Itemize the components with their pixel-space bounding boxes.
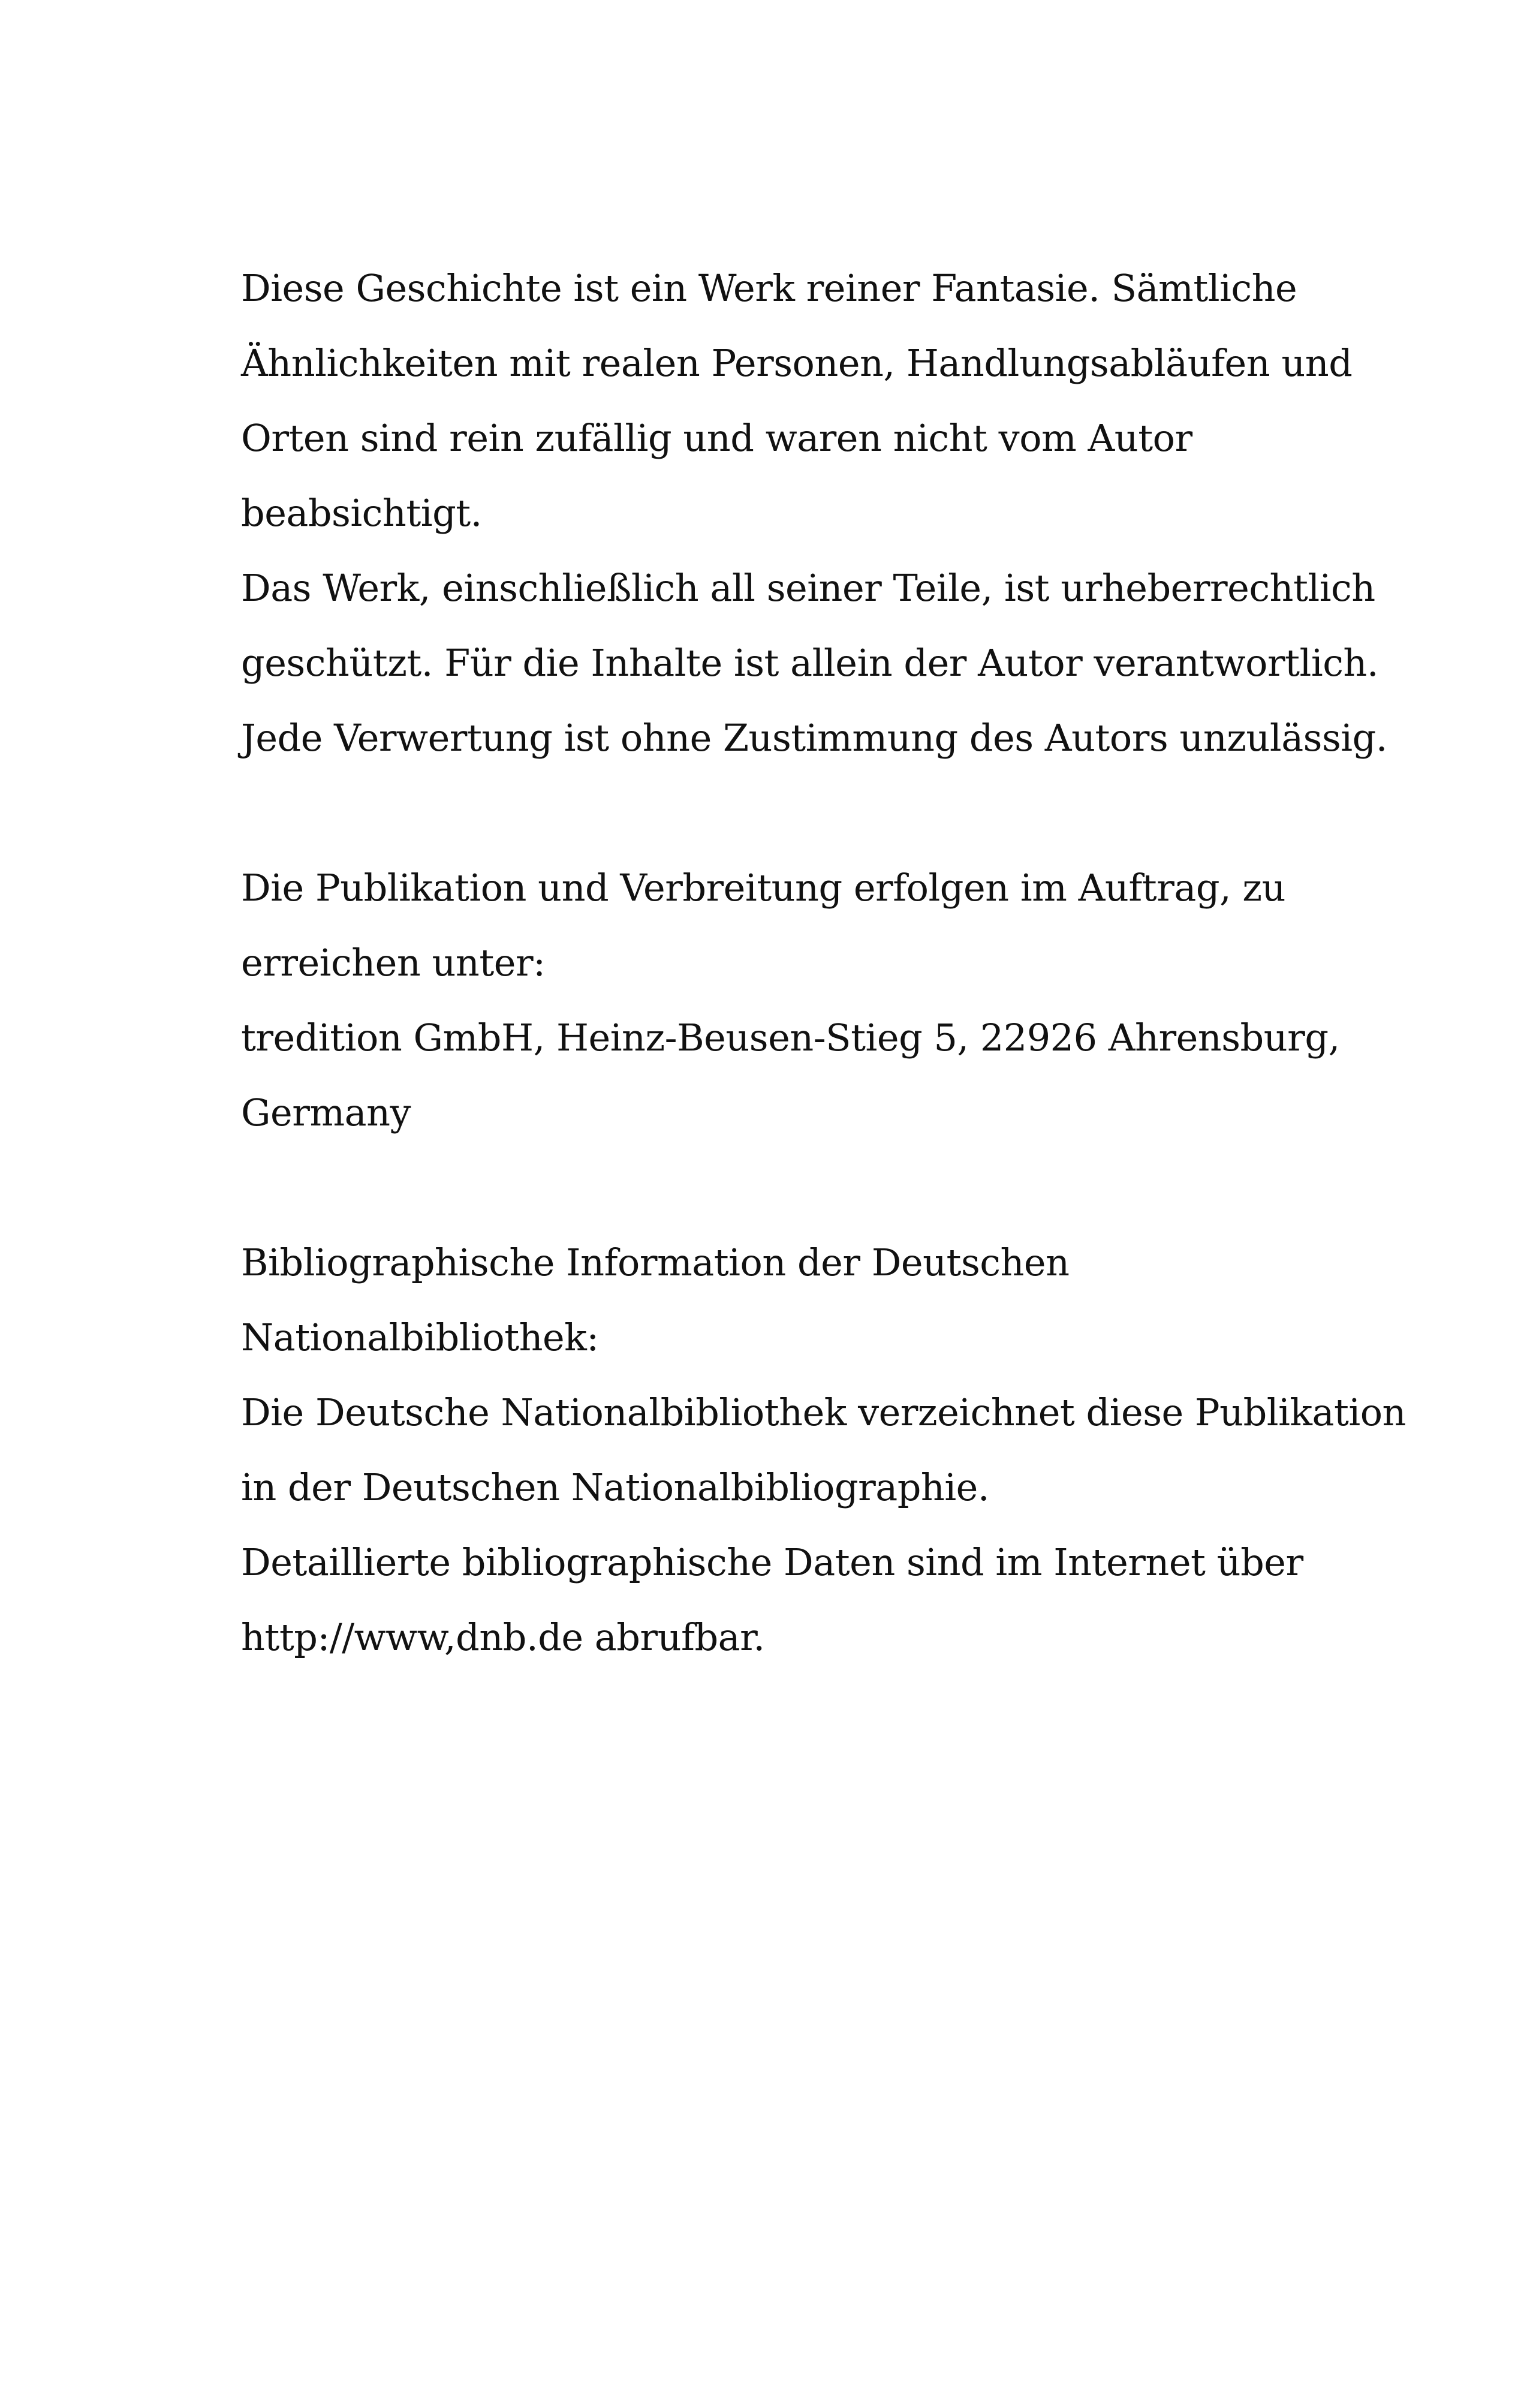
text-line: Das Werk, einschließlich all seiner Teile, ist urheberrechtlich <box>241 566 1375 610</box>
text-line: Germany <box>241 1091 411 1134</box>
text-line: Die Publikation und Verbreitung erfolgen im Auftrag, zu <box>241 866 1286 910</box>
text-line: erreichen unter: <box>241 941 546 985</box>
text-line: Bibliographische Information der Deutschen <box>241 1241 1070 1284</box>
text-line: Jede Verwertung ist ohne Zustimmung des Autors unzulässig. <box>241 716 1388 760</box>
text-line: Orten sind rein zufällig und waren nicht vom Autor <box>241 416 1192 460</box>
text-line: geschützt. Für die Inhalte ist allein der Autor verantwortlich. <box>241 641 1379 685</box>
text-line: Nationalbibliothek: <box>241 1316 599 1359</box>
text-line: Detaillierte bibliographische Daten sind im Internet über <box>241 1540 1303 1584</box>
text-line: Die Deutsche Nationalbibliothek verzeichnet diese Publikation <box>241 1390 1406 1434</box>
text-line: beabsichtigt. <box>241 491 482 535</box>
text-line: tredition GmbH, Heinz-Beusen-Stieg 5, 22926 Ahrensburg, <box>241 1016 1340 1059</box>
text-line: Ähnlichkeiten mit realen Personen, Handlungsabläufen und <box>241 341 1353 385</box>
text-line: Diese Geschichte ist ein Werk reiner Fantasie. Sämtliche <box>241 266 1297 310</box>
text-line: in der Deutschen Nationalbibliographie. <box>241 1465 990 1509</box>
text-line: http://www,dnb.de abrufbar. <box>241 1615 765 1659</box>
